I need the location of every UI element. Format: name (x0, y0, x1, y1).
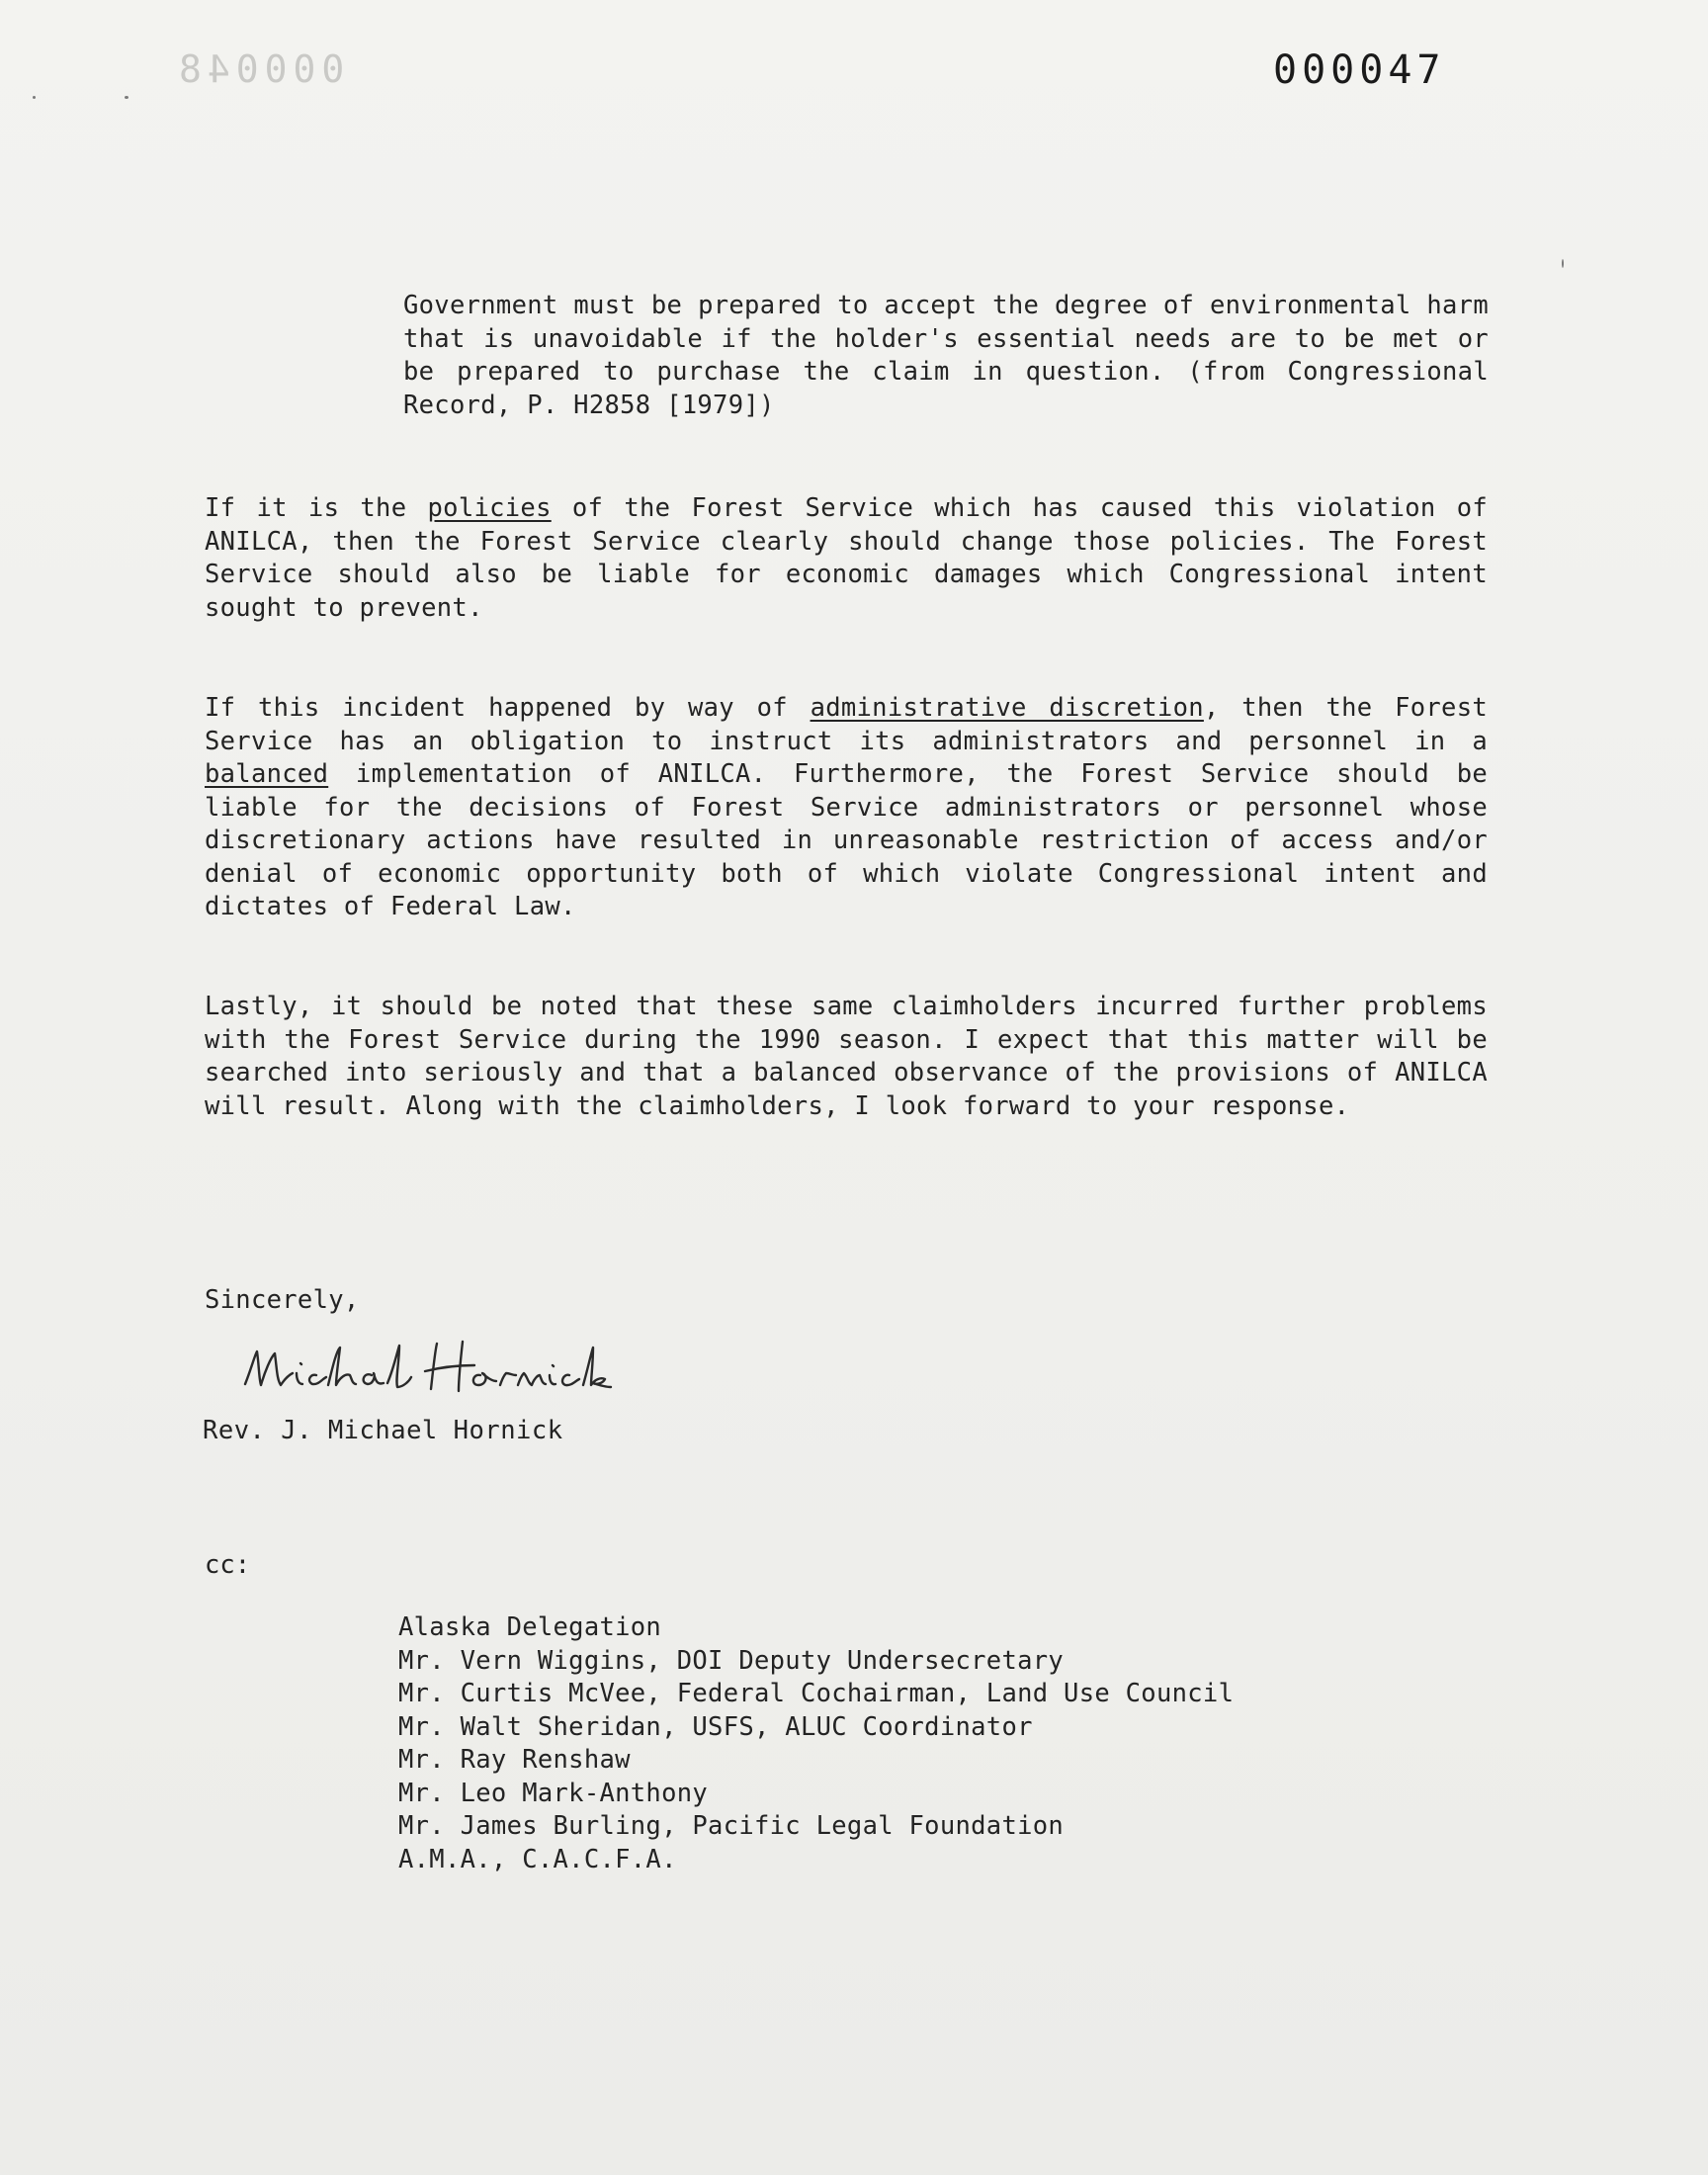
text-segment: of the Forest Service which has caused this violation of ANILCA, then the Forest Service clearly should change those policies. The Forest Service should also be liable for economic damages which Congressional intent sought to prevent. (205, 493, 1488, 623)
scan-speck (33, 96, 36, 99)
cc-recipient: Mr. Leo Mark-Anthony (398, 1778, 709, 1808)
paragraph-text (205, 692, 1488, 924)
paragraph-discretion (205, 692, 1488, 924)
signer-name: Rev. J. Michael Hornick (203, 1416, 563, 1445)
closing-salutation: Sincerely, (205, 1285, 360, 1315)
underlined-term: administrative discretion (810, 693, 1204, 723)
paragraph-text: Lastly, it should be noted that these same claimholders incurred further problems with the Forest Service during the 1990 season. I expect that this matter will be searched into seriously and that a balanced observance of the provisions of ANILCA will result. Along with the claimholders, I look forward to your response. (205, 992, 1488, 1121)
cc-label: cc: (205, 1550, 251, 1580)
text-segment: If this incident happened by way of (205, 693, 811, 723)
underlined-term: balanced (205, 759, 329, 789)
cc-recipient: Mr. James Burling, Pacific Legal Foundation (398, 1811, 1065, 1841)
cc-recipient: Mr. Ray Renshaw (398, 1745, 631, 1775)
paragraph-text (205, 492, 1488, 625)
cc-recipient: Mr. Curtis McVee, Federal Cochairman, Land Use Council (398, 1679, 1235, 1708)
cc-recipient: Mr. Walt Sheridan, USFS, ALUC Coordinator (398, 1711, 1033, 1742)
cc-recipient: Alaska Delegation (398, 1612, 662, 1642)
text-segment: If it is the (205, 493, 428, 523)
page-number: 000047 (1273, 47, 1446, 93)
handwritten-signature (237, 1330, 613, 1409)
paragraph-policies (205, 492, 1488, 625)
text-segment: , then the Forest Service has an obligation to instruct its administrators and personnel in a (205, 693, 1489, 756)
scan-speck (125, 96, 128, 99)
quote-text: Government must be prepared to accept the degree of environmental harm that is unavoidable if the holder's essential needs are to be met or be prepared to purchase the claim in question. (from Congressional Record, P. H2858 [1979]) (403, 291, 1489, 420)
paragraph-lastly (205, 991, 1488, 1123)
cc-recipient-list (398, 1611, 1535, 1876)
bleed-through-page-number: 000048 (173, 47, 345, 91)
quoted-passage (403, 290, 1489, 422)
cc-recipient: A.M.A., C.A.C.F.A. (398, 1844, 677, 1874)
scan-speck (1562, 259, 1564, 268)
cc-recipient: Mr. Vern Wiggins, DOI Deputy Undersecretary (398, 1645, 1065, 1676)
text-segment: implementation of ANILCA. Furthermore, the Forest Service should be liable for the decisions of Forest Service administrators or personnel whose discretionary actions have resulted in unreasonable restriction of access and/or denial of economic opportunity both of which violate Congressional intent and dictates of Federal Law. (205, 759, 1488, 921)
underlined-term: policies (427, 493, 552, 523)
